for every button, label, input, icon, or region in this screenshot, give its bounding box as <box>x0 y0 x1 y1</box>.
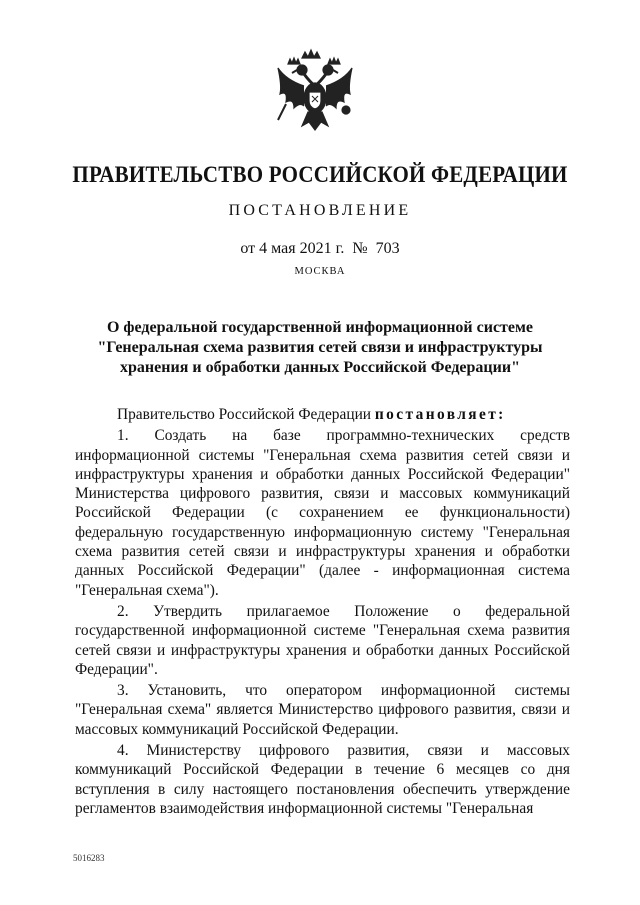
paragraph-2: 2. Утвердить прилагаемое Положение о федеральной государственной информационной системе "Генеральная схема развития сетей связи и инфраструктуры хранения и обработки данных Российской Федерации". <box>75 602 570 678</box>
decree-date-number: от 4 мая 2021 г. № 703 <box>240 240 400 257</box>
document-code: 5016283 <box>73 853 105 863</box>
intro-paragraph <box>75 405 570 424</box>
decree-type: ПОСТАНОВЛЕНИЕ <box>228 202 412 219</box>
resolves-word: постановляет: <box>374 406 506 423</box>
intro-text: Правительство Российской Федерации <box>117 406 375 423</box>
coat-of-arms-icon <box>272 46 358 142</box>
paragraph-3: 3. Установить, что оператором информационной системы "Генеральная схема" является Министерство цифрового развития, связи и массовых коммуникаций Российской Федерации. <box>75 682 570 738</box>
decree-body <box>75 405 570 818</box>
heading-line: "Генеральная схема развития сетей связи и инфраструктуры <box>97 339 543 356</box>
decree-heading <box>60 318 580 378</box>
decree-city: МОСКВА <box>294 266 346 277</box>
paragraph-4: 4. Министерству цифрового развития, связи и массовых коммуникаций Российской Федерации в течение 6 месяцев со дня вступления в силу настоящего постановления обеспечить утверждение регламентов взаимодействия информационной системы "Генеральная <box>75 742 570 817</box>
government-title: ПРАВИТЕЛЬСТВО РОССИЙСКОЙ ФЕДЕРАЦИИ <box>72 160 568 188</box>
paragraph-1: 1. Создать на базе программно-технических средств информационной системы "Генеральная схема развития сетей связи и инфраструктуры хранения и обработки данных Российской Федерации" Министерства цифрового развития, связи и массовых коммуникаций Российской Федерации (с сохранением ее функциональности) федеральную государственную информационную систему "Генеральная схема развития сетей связи и инфраструктуры хранения и обработки данных Российской Федерации" (далее - информационная система "Генеральная схема"). <box>75 427 570 599</box>
heading-line: хранения и обработки данных Российской Федерации" <box>120 359 520 376</box>
heading-line: О федеральной государственной информационной системе <box>106 319 534 336</box>
